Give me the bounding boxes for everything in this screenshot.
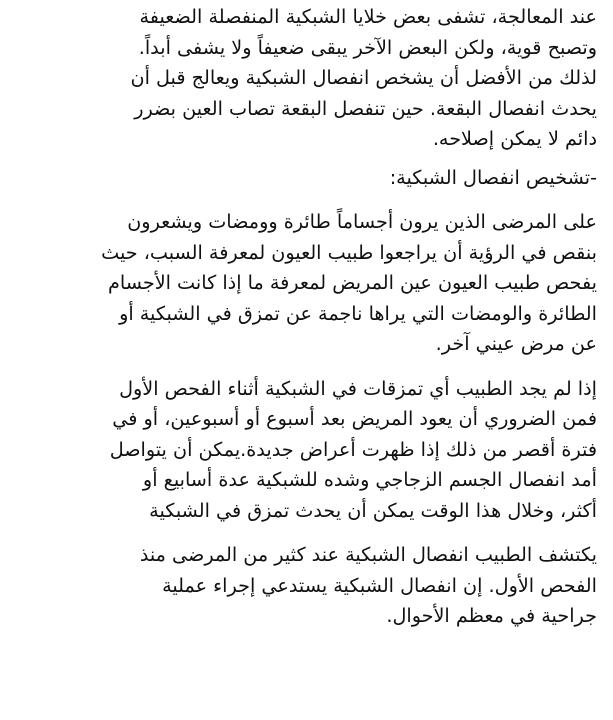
text-line: إذا لم يجد الطبيب أي تمزقات في الشبكية أثناء الفحص الأول	[119, 376, 597, 400]
text-line: لذلك من الأفضل أن يشخص انفصال الشبكية ويعالج قبل أن	[130, 66, 597, 89]
text-line: فمن الضروري أن يعود المريض بعد أسبوع أو أسبوعين، أو في	[112, 407, 597, 430]
text-line: يفحص طبيب العيون عين المريض لمعرفة ما إذا كانت الأجسام	[107, 271, 597, 294]
body-paragraph-3	[14, 540, 597, 632]
text-line: فترة أقصر من ذلك إذا ظهرت أعراض جديدة.يمكن أن يتواصل	[109, 437, 597, 461]
text-line: عن مرض عيني آخر.	[435, 332, 597, 355]
section-heading: -تشخيص انفصال الشبكية:	[389, 165, 597, 189]
text-line: أكثر، وخلال هذا الوقت يمكن أن يحدث تمزق في الشبكية	[149, 498, 597, 522]
body-paragraph-2	[14, 374, 597, 527]
body-paragraph-1	[14, 207, 597, 360]
intro-paragraph	[14, 2, 597, 155]
text-line: عند المعالجة، تشفى بعض خلايا الشبكية المنفصلة الضعيفة	[139, 5, 597, 28]
text-line: يحدث انفصال البقعة. حين تنفصل البقعة تصاب العين بضرر	[134, 96, 597, 120]
text-line: الفحص الأول. إن انفصال الشبكية يستدعي إجراء عملية	[162, 573, 597, 597]
text-line: بنقص في الرؤية أن يراجعوا طبيب العيون لمعرفة السبب، حيث	[101, 240, 597, 264]
text-line: جراحية في معظم الأحوال.	[386, 604, 597, 627]
text-line: دائم لا يمكن إصلاحه.	[432, 127, 597, 150]
text-line: على المرضى الذين يرون أجساماً طائرة وومضات ويشعرون	[127, 210, 597, 233]
text-line: يكتشف الطبيب انفصال الشبكية عند كثير من المرضى منذ	[139, 543, 597, 566]
text-line: الطائرة والومضات التي يراها ناجمة عن تمزق في الشبكية أو	[119, 301, 597, 325]
text-line: وتصبح قوية، ولكن البعض الآخر يبقى ضعيفاً ولا يشفى أبداً.	[138, 35, 597, 59]
text-line: أمد انفصال الجسم الزجاجي وشده للشبكية عدة أسابيع أو	[142, 468, 597, 491]
